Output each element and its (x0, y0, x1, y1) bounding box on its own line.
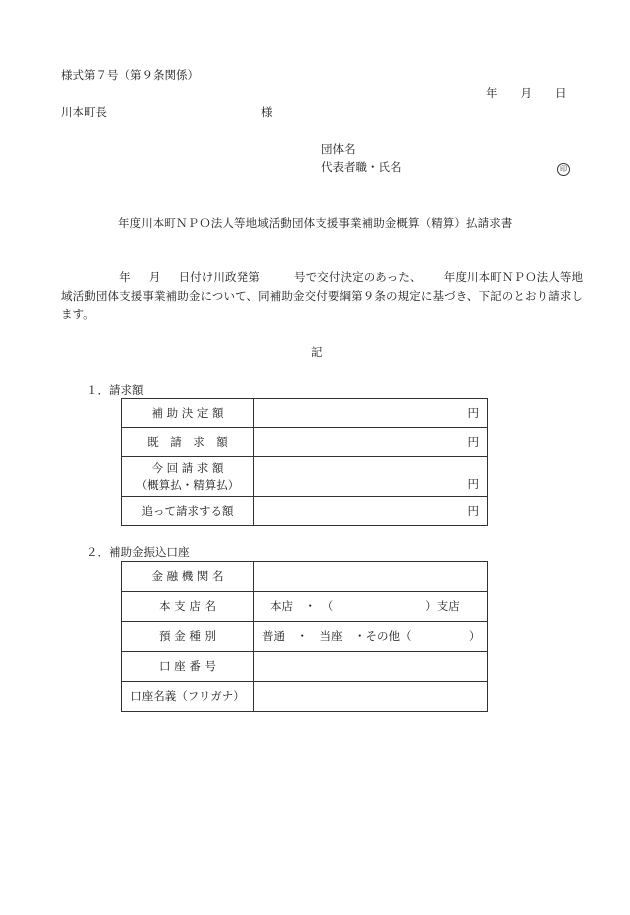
table-row (122, 682, 488, 712)
deposit-type-field[interactable]: 普通 ・ 当座 ・その他（ ） (254, 622, 488, 652)
yen-unit: 円 (467, 434, 479, 449)
amount-cell[interactable] (254, 399, 488, 428)
row-label: 既 請 求 額 (122, 428, 254, 457)
section1-heading: １．請求額 (86, 383, 144, 397)
org-name-label: 団体名 (321, 142, 356, 156)
amount-cell[interactable] (254, 457, 488, 497)
table-row (122, 622, 488, 652)
branch-field[interactable]: 本店 ・ （ ）支店 (254, 592, 488, 622)
amount-cell[interactable] (254, 428, 488, 457)
body-month: 月 (148, 270, 161, 284)
form-number: 様式第７号（第９条関係） (61, 68, 199, 82)
yen-unit: 円 (467, 405, 479, 420)
yen-unit: 円 (467, 503, 479, 518)
row-label: 預 金 種 別 (122, 622, 254, 652)
row-label: 本 支 店 名 (122, 592, 254, 622)
claim-amount-table (121, 398, 488, 526)
table-row (122, 399, 488, 428)
addressee: 川本町長 (61, 105, 107, 119)
row-label: 口 座 番 号 (122, 652, 254, 682)
row-label: 追って請求する額 (122, 497, 254, 526)
body-decision: 号で交付決定のあった、 (293, 270, 422, 284)
body-main: 年度川本町ＮＰＯ法人等地域活動団体支援事業補助金について、同補助金交付要綱第９条の規定に基づき、下記のとおり請求します。 (61, 270, 584, 321)
ki-heading: 記 (311, 345, 323, 359)
seal-mark (557, 162, 570, 176)
table-row (122, 652, 488, 682)
row-label: 金 融 機 関 名 (122, 562, 254, 592)
row-label (122, 457, 254, 497)
bank-name-field[interactable] (254, 562, 488, 592)
amount-cell[interactable] (254, 497, 488, 526)
table-row (122, 428, 488, 457)
row-label-line1: 今 回 請 求 額 (151, 460, 224, 475)
body-year: 年 (119, 270, 131, 284)
account-number-field[interactable] (254, 652, 488, 682)
yen-unit: 円 (467, 477, 479, 492)
section2-heading: ２．補助金振込口座 (86, 545, 190, 559)
row-label-line2: （概算払・精算払） (135, 477, 240, 492)
bank-account-table (121, 561, 488, 712)
row-label: 補 助 決 定 額 (122, 399, 254, 428)
seal-icon: 印 (557, 163, 570, 176)
table-row (122, 457, 488, 497)
document-title: 年度川本町ＮＰＯ法人等地域活動団体支援事業補助金概算（精算）払請求書 (118, 216, 513, 230)
table-row (122, 562, 488, 592)
table-row (122, 497, 488, 526)
date-line: 年 月 日 (486, 86, 567, 100)
body-day-ref: 日付け川政発第 (178, 270, 260, 284)
table-row (122, 592, 488, 622)
row-label: 口座名義（フリガナ） (122, 682, 254, 712)
account-holder-field[interactable] (254, 682, 488, 712)
addressee-suffix: 様 (261, 105, 273, 119)
body-paragraph (61, 268, 583, 324)
representative-label: 代表者職・氏名 (321, 160, 402, 174)
